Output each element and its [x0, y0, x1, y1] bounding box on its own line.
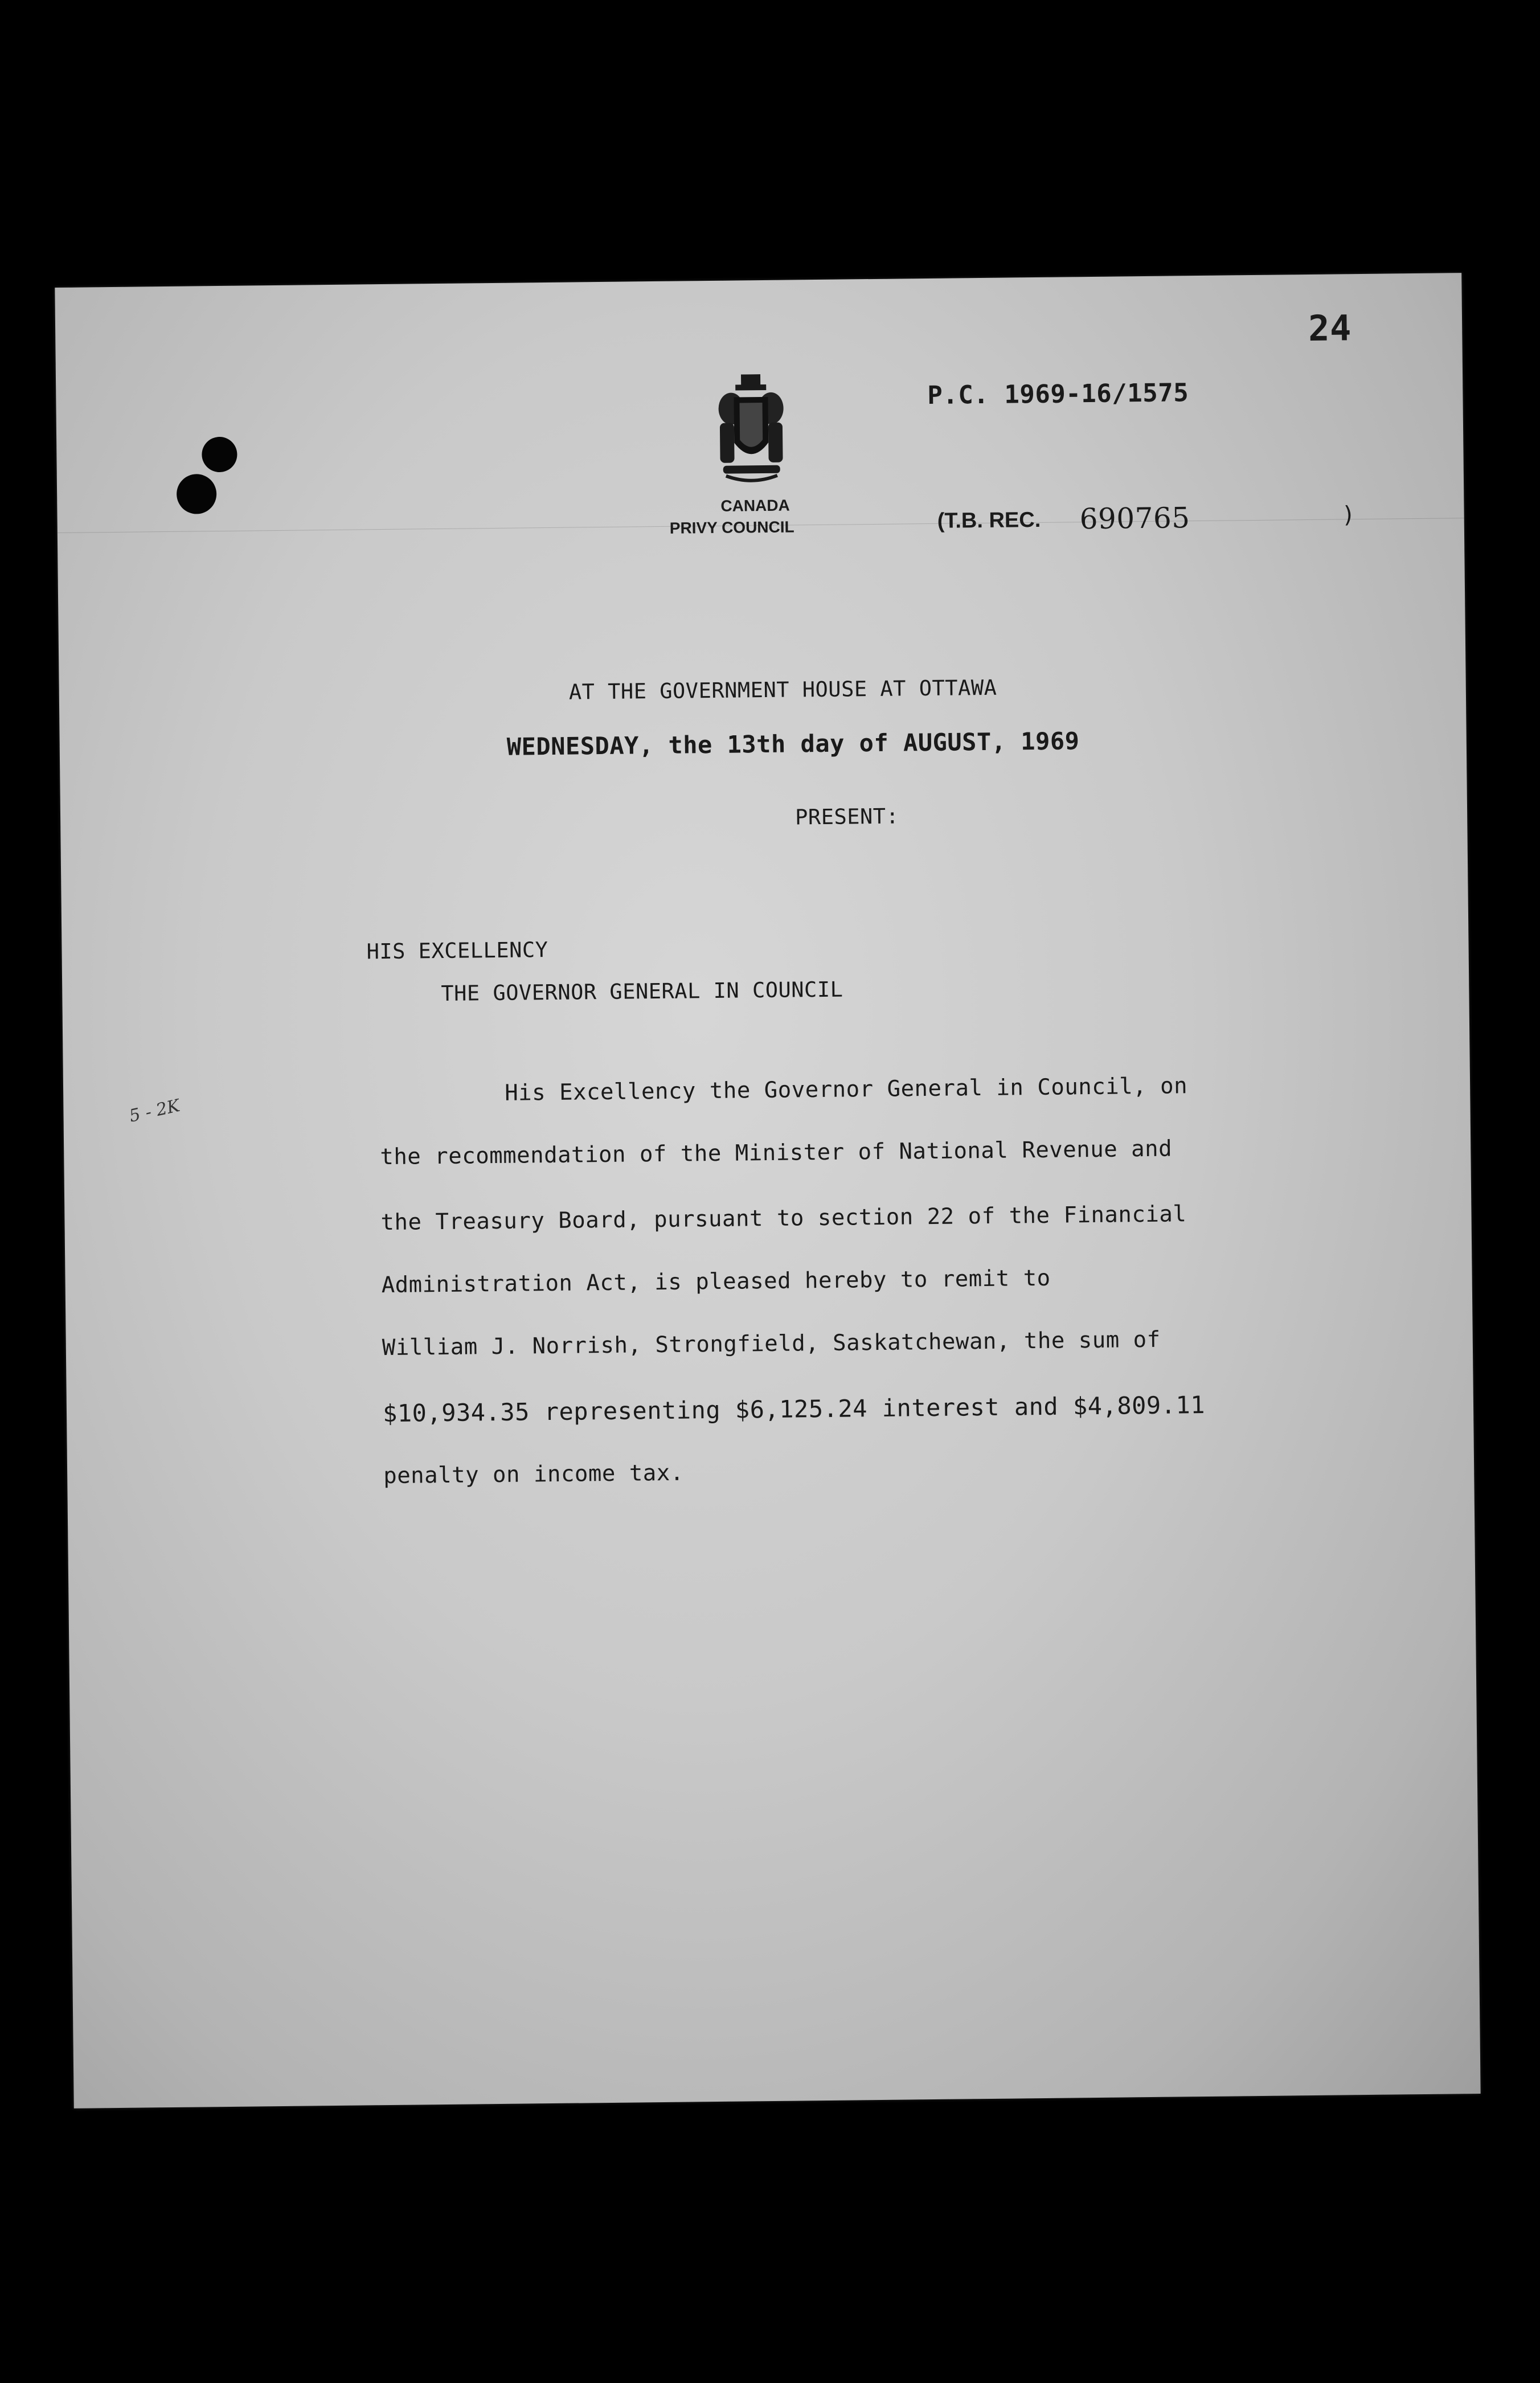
page-number: 24	[1308, 307, 1352, 349]
addressee-line-2: THE GOVERNOR GENERAL IN COUNCIL	[441, 977, 843, 1006]
present-heading: PRESENT:	[794, 804, 899, 830]
tb-rec-number: 690765	[1079, 501, 1190, 536]
body-line-5: William J. Norrish, Strongfield, Saskatchewan, the sum of	[382, 1326, 1161, 1361]
body-line-3: the Treasury Board, pursuant to section 22 of the Financial	[380, 1201, 1187, 1236]
tb-rec-label: (T.B. REC.	[937, 507, 1041, 533]
body-line-6: $10,934.35 representing $6,125.24 interest and $4,809.11	[382, 1390, 1206, 1428]
body-line-4: Administration Act, is pleased hereby to remit to	[381, 1265, 1051, 1299]
coat-of-arms-icon	[708, 374, 794, 489]
margin-note: 5 - 2K	[127, 1095, 182, 1127]
punch-hole-bottom	[177, 474, 217, 514]
location-heading: AT THE GOVERNMENT HOUSE AT OTTAWA	[568, 675, 997, 705]
body-line-2: the recommendation of the Minister of National Revenue and	[380, 1136, 1173, 1170]
document-page	[55, 273, 1480, 2108]
pc-number: P.C. 1969-16/1575	[927, 378, 1189, 410]
body-line-7: penalty on income tax.	[383, 1460, 684, 1489]
date-heading: WEDNESDAY, the 13th day of AUGUST, 1969	[506, 727, 1080, 761]
punch-hole-top	[202, 437, 237, 473]
seal-label-privy-council: PRIVY COUNCIL	[669, 518, 794, 537]
tb-rec-close: )	[1341, 502, 1356, 529]
body-line-1: His Excellency the Governor General in Council, on	[504, 1073, 1188, 1106]
seal-label-canada: CANADA	[720, 496, 790, 515]
addressee-line-1: HIS EXCELLENCY	[366, 937, 548, 964]
